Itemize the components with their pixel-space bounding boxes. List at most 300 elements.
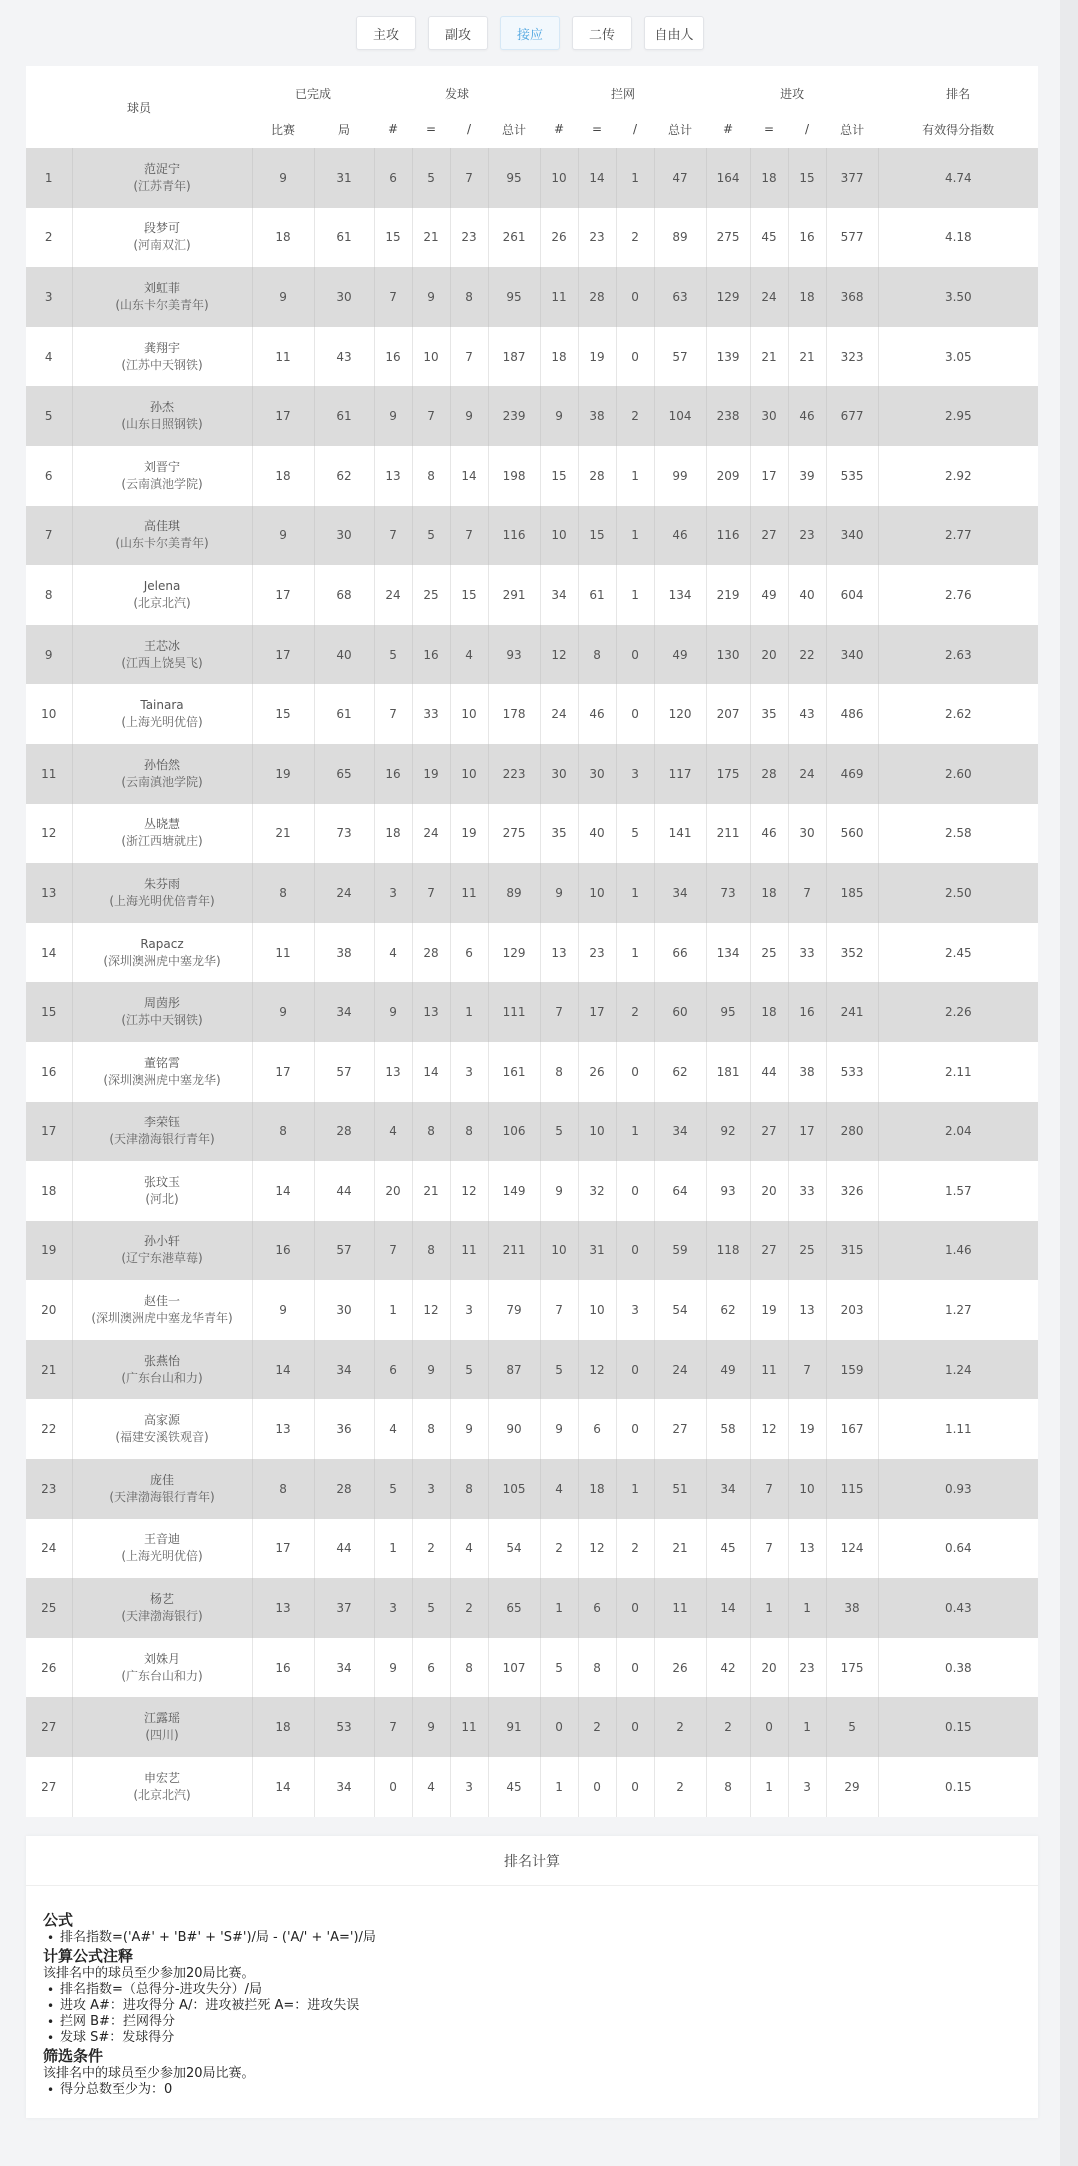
stat-cell-b1: 10 [540,1221,578,1281]
player-cell [72,1459,252,1519]
stat-cell-matches: 18 [252,1697,314,1757]
stat-cell-a2: 18 [750,982,788,1042]
stat-cell-index: 2.95 [878,386,1038,446]
stat-cell-b2: 61 [578,565,616,625]
stat-cell-sets: 28 [314,1102,374,1162]
stat-cell-a2: 20 [750,1638,788,1698]
stat-cell-a4: 203 [826,1280,878,1340]
stat-cell-a4: 535 [826,446,878,506]
rank-cell: 17 [26,1102,72,1162]
stat-cell-s1: 7 [374,684,412,744]
stat-cell-b4: 26 [654,1638,706,1698]
stat-cell-matches: 18 [252,446,314,506]
tab-1[interactable]: 副攻 [428,16,488,50]
stat-cell-index: 1.57 [878,1161,1038,1221]
stats-table [26,66,1038,1817]
stat-cell-b2: 12 [578,1340,616,1400]
stat-cell-a4: 185 [826,863,878,923]
stat-cell-matches: 17 [252,625,314,685]
stat-cell-matches: 9 [252,506,314,566]
stat-cell-b2: 23 [578,208,616,268]
stat-cell-b2: 46 [578,684,616,744]
stat-cell-s1: 1 [374,1280,412,1340]
formula-item: • 排名指数=('A#' + 'B#' + 'S#')/局 - ('A/' + 'A=')/局 [60,1930,1038,1946]
rank-cell: 8 [26,565,72,625]
stat-cell-b1: 5 [540,1340,578,1400]
stat-cell-a1: 207 [706,684,750,744]
tab-2[interactable]: 接应 [500,16,560,50]
player-name: 刘姝月 [144,1651,181,1666]
stat-cell-b4: 63 [654,267,706,327]
subheader-matches: 比赛 [252,110,314,148]
stat-cell-s1: 13 [374,1042,412,1102]
stat-cell-b1: 30 [540,744,578,804]
stat-cell-a3: 7 [788,863,826,923]
player-name: 孙杰 [150,400,175,415]
stat-cell-a4: 315 [826,1221,878,1281]
stat-cell-a2: 1 [750,1578,788,1638]
stat-cell-b1: 1 [540,1578,578,1638]
player-name: 张燕怡 [144,1353,181,1368]
stat-cell-index: 2.76 [878,565,1038,625]
stat-cell-sets: 43 [314,327,374,387]
table-row [26,386,1038,446]
stat-cell-s1: 24 [374,565,412,625]
stat-cell-a3: 15 [788,148,826,208]
filter-list [60,2082,1038,2098]
player-name: 张玟玉 [144,1174,181,1189]
stat-cell-b2: 17 [578,982,616,1042]
player-cell [72,1340,252,1400]
stat-cell-a4: 159 [826,1340,878,1400]
stat-cell-s2: 5 [412,506,450,566]
rank-cell: 22 [26,1399,72,1459]
stat-cell-s1: 4 [374,1399,412,1459]
stat-cell-b4: 66 [654,923,706,983]
stat-cell-b1: 10 [540,506,578,566]
table-row [26,1340,1038,1400]
stat-cell-b2: 2 [578,1697,616,1757]
stat-cell-b3: 1 [616,565,654,625]
stat-cell-a4: 167 [826,1399,878,1459]
rank-cell: 3 [26,267,72,327]
stat-cell-a3: 7 [788,1340,826,1400]
rank-cell: 2 [26,208,72,268]
stat-cell-s4: 95 [488,267,540,327]
player-name: 孙怡然 [144,757,181,772]
stat-cell-s2: 25 [412,565,450,625]
player-team: (天津渤海银行青年) [109,1132,215,1147]
stat-cell-a1: 95 [706,982,750,1042]
player-team: (辽宁东港草莓) [121,1251,203,1266]
stat-cell-a4: 29 [826,1757,878,1817]
header-completed: 已完成 [252,66,374,110]
stat-cell-s4: 79 [488,1280,540,1340]
stat-cell-b1: 18 [540,327,578,387]
stat-cell-matches: 14 [252,1340,314,1400]
stat-cell-sets: 34 [314,1638,374,1698]
player-name: Jelena [143,578,181,593]
stat-cell-matches: 17 [252,565,314,625]
stat-cell-a4: 533 [826,1042,878,1102]
rank-cell: 20 [26,1280,72,1340]
stat-cell-a1: 219 [706,565,750,625]
player-team: (北京北汽) [133,1787,191,1802]
stat-cell-b4: 59 [654,1221,706,1281]
header-rank: 排名 [878,66,1038,110]
stat-cell-sets: 30 [314,267,374,327]
table-row [26,1697,1038,1757]
stat-cell-b2: 40 [578,804,616,864]
stat-cell-b3: 0 [616,1221,654,1281]
player-cell [72,1638,252,1698]
subheader-block-total: 总计 [654,110,706,148]
stat-cell-s3: 11 [450,1221,488,1281]
stat-cell-b3: 0 [616,1161,654,1221]
table-row [26,863,1038,923]
stat-cell-s4: 106 [488,1102,540,1162]
table-row [26,148,1038,208]
stat-cell-b3: 0 [616,1340,654,1400]
stat-cell-sets: 34 [314,1757,374,1817]
stat-cell-b3: 1 [616,1459,654,1519]
player-team: (福建安溪铁观音) [115,1430,209,1445]
stat-cell-index: 2.26 [878,982,1038,1042]
stat-cell-s2: 3 [412,1459,450,1519]
stat-cell-a4: 677 [826,386,878,446]
stat-cell-s4: 107 [488,1638,540,1698]
notes-list [60,1982,1038,2046]
stat-cell-a1: 130 [706,625,750,685]
stat-cell-s2: 2 [412,1519,450,1579]
player-name: 高佳琪 [144,519,181,534]
player-name: 朱芬雨 [144,876,181,891]
player-cell [72,1280,252,1340]
tab-3[interactable]: 二传 [572,16,632,50]
rank-cell: 26 [26,1638,72,1698]
stat-cell-b2: 10 [578,863,616,923]
stat-cell-s3: 12 [450,1161,488,1221]
table-row [26,1280,1038,1340]
stat-cell-s2: 8 [412,1221,450,1281]
stat-cell-a1: 92 [706,1102,750,1162]
stat-cell-b1: 15 [540,446,578,506]
stat-cell-s2: 13 [412,982,450,1042]
stat-cell-s3: 7 [450,327,488,387]
stat-cell-b3: 0 [616,1042,654,1102]
player-cell [72,1042,252,1102]
stat-cell-sets: 34 [314,1340,374,1400]
stat-cell-s2: 24 [412,804,450,864]
stat-cell-a1: 209 [706,446,750,506]
table-row [26,744,1038,804]
stat-cell-b2: 30 [578,744,616,804]
tab-0[interactable]: 主攻 [356,16,416,50]
stat-cell-s2: 7 [412,386,450,446]
stat-cell-a4: 340 [826,625,878,685]
stat-cell-s4: 116 [488,506,540,566]
stat-cell-a2: 18 [750,148,788,208]
stat-cell-b2: 19 [578,327,616,387]
subheader-serve-error: = [412,110,450,148]
stat-cell-a4: 326 [826,1161,878,1221]
stat-cell-s4: 105 [488,1459,540,1519]
stat-cell-matches: 9 [252,982,314,1042]
stat-cell-b1: 9 [540,386,578,446]
stat-cell-b3: 1 [616,863,654,923]
player-team: (北京北汽) [133,595,191,610]
stat-cell-s2: 9 [412,1697,450,1757]
stat-cell-a3: 30 [788,804,826,864]
stat-cell-s4: 45 [488,1757,540,1817]
stat-cell-b2: 14 [578,148,616,208]
stat-cell-s1: 7 [374,1697,412,1757]
stat-cell-index: 2.04 [878,1102,1038,1162]
rank-cell: 11 [26,744,72,804]
stat-cell-s1: 9 [374,1638,412,1698]
stat-cell-b2: 28 [578,446,616,506]
notes-heading: 计算公式注释 [43,1947,134,1965]
stat-cell-b3: 0 [616,625,654,685]
player-name: 李荣钰 [144,1115,181,1130]
stat-cell-s2: 21 [412,208,450,268]
stat-cell-b4: 62 [654,1042,706,1102]
stat-cell-s1: 9 [374,386,412,446]
stat-cell-a1: 275 [706,208,750,268]
stat-cell-index: 0.64 [878,1519,1038,1579]
stat-cell-b1: 1 [540,1757,578,1817]
stat-cell-b3: 3 [616,744,654,804]
stat-cell-s3: 8 [450,1102,488,1162]
stat-cell-sets: 34 [314,982,374,1042]
stat-cell-a3: 10 [788,1459,826,1519]
stat-cell-matches: 8 [252,1102,314,1162]
rank-cell: 18 [26,1161,72,1221]
stat-cell-a4: 5 [826,1697,878,1757]
stat-cell-s3: 7 [450,506,488,566]
stat-cell-b2: 15 [578,506,616,566]
stat-cell-a1: 58 [706,1399,750,1459]
stat-cell-index: 3.05 [878,327,1038,387]
player-cell [72,1102,252,1162]
stat-cell-a1: 73 [706,863,750,923]
stat-cell-b1: 9 [540,1399,578,1459]
stat-cell-b1: 4 [540,1459,578,1519]
player-team: (江西上饶昊飞) [121,655,203,670]
stat-cell-b3: 2 [616,386,654,446]
stat-cell-sets: 53 [314,1697,374,1757]
player-team: (河南双汇) [133,238,191,253]
stat-cell-a4: 604 [826,565,878,625]
stat-cell-b1: 7 [540,982,578,1042]
stat-cell-b1: 2 [540,1519,578,1579]
rank-cell: 7 [26,506,72,566]
player-cell [72,148,252,208]
subheader-block-error: = [578,110,616,148]
player-cell [72,744,252,804]
stat-cell-s2: 8 [412,1102,450,1162]
stat-cell-index: 1.24 [878,1340,1038,1400]
rank-cell: 13 [26,863,72,923]
stat-cell-s3: 10 [450,744,488,804]
subheader-block-slash: / [616,110,654,148]
stat-cell-index: 2.11 [878,1042,1038,1102]
stat-cell-a4: 38 [826,1578,878,1638]
stat-cell-s4: 161 [488,1042,540,1102]
stat-cell-a2: 24 [750,267,788,327]
stat-cell-a3: 43 [788,684,826,744]
stat-cell-b3: 1 [616,506,654,566]
stat-cell-a4: 241 [826,982,878,1042]
stat-cell-sets: 57 [314,1221,374,1281]
player-name: 范浞宁 [144,161,181,176]
stat-cell-sets: 61 [314,386,374,446]
stat-cell-sets: 44 [314,1161,374,1221]
stat-cell-a4: 368 [826,267,878,327]
stat-cell-b4: 51 [654,1459,706,1519]
stat-cell-sets: 30 [314,1280,374,1340]
stat-cell-index: 2.63 [878,625,1038,685]
stat-cell-b2: 8 [578,1638,616,1698]
player-name: 龚翔宇 [144,340,181,355]
stat-cell-b3: 5 [616,804,654,864]
stat-cell-s3: 7 [450,148,488,208]
subheader-attack-kill: # [706,110,750,148]
player-cell [72,208,252,268]
stat-cell-matches: 19 [252,744,314,804]
stat-cell-s1: 4 [374,923,412,983]
header-player: 球员 [26,66,252,148]
stat-cell-s3: 9 [450,1399,488,1459]
stat-cell-a4: 377 [826,148,878,208]
stat-cell-a2: 1 [750,1757,788,1817]
stat-cell-b3: 2 [616,1519,654,1579]
stat-cell-a1: 238 [706,386,750,446]
stat-cell-matches: 14 [252,1757,314,1817]
table-row [26,1638,1038,1698]
stat-cell-b3: 1 [616,923,654,983]
formula-list [60,1930,1038,1946]
stat-cell-matches: 9 [252,1280,314,1340]
rank-cell: 5 [26,386,72,446]
stat-cell-s1: 6 [374,148,412,208]
stat-cell-s4: 275 [488,804,540,864]
stat-cell-s4: 129 [488,923,540,983]
stat-cell-s3: 4 [450,1519,488,1579]
player-team: (深圳澳洲虎中塞龙华) [103,1072,221,1087]
stat-cell-a1: 164 [706,148,750,208]
stat-cell-a3: 1 [788,1578,826,1638]
filter-item: • 得分总数至少为：0 [60,2082,1038,2098]
player-team: (四川) [145,1728,179,1743]
stat-cell-s2: 9 [412,267,450,327]
stat-cell-s1: 1 [374,1519,412,1579]
player-cell [72,386,252,446]
rank-cell: 15 [26,982,72,1042]
player-name: 江露瑶 [144,1711,181,1726]
stat-cell-s4: 187 [488,327,540,387]
table-row [26,208,1038,268]
stat-cell-b3: 0 [616,1399,654,1459]
stat-cell-b2: 10 [578,1280,616,1340]
player-team: (上海光明优倍青年) [109,893,215,908]
stat-cell-index: 4.74 [878,148,1038,208]
stat-cell-a1: 8 [706,1757,750,1817]
player-team: (深圳澳洲虎中塞龙华青年) [91,1311,233,1326]
player-cell [72,982,252,1042]
stat-cell-a1: 211 [706,804,750,864]
stat-cell-s3: 3 [450,1757,488,1817]
stat-cell-a1: 129 [706,267,750,327]
stat-cell-b4: 34 [654,1102,706,1162]
tab-4[interactable]: 自由人 [644,16,704,50]
stat-cell-b4: 120 [654,684,706,744]
stat-cell-a1: 175 [706,744,750,804]
stat-cell-b2: 8 [578,625,616,685]
stat-cell-matches: 14 [252,1161,314,1221]
filter-intro: 该排名中的球员至少参加20局比赛。 [43,2066,255,2081]
table-row [26,1221,1038,1281]
stat-cell-s3: 11 [450,1697,488,1757]
player-name: 赵佳一 [144,1294,181,1309]
stat-cell-s4: 178 [488,684,540,744]
page-scrollbar-rail [1060,0,1078,2166]
player-team: (云南滇池学院) [121,774,203,789]
stat-cell-a3: 23 [788,1638,826,1698]
stat-cell-s3: 11 [450,863,488,923]
player-cell [72,506,252,566]
stat-cell-matches: 21 [252,804,314,864]
stat-cell-s1: 7 [374,267,412,327]
stat-cell-a1: 45 [706,1519,750,1579]
stat-cell-index: 0.15 [878,1697,1038,1757]
rank-cell: 24 [26,1519,72,1579]
stat-cell-a2: 19 [750,1280,788,1340]
stat-cell-a2: 46 [750,804,788,864]
stat-cell-s4: 91 [488,1697,540,1757]
stat-cell-b2: 18 [578,1459,616,1519]
stat-cell-s4: 87 [488,1340,540,1400]
stat-cell-a3: 13 [788,1280,826,1340]
stat-cell-b2: 6 [578,1578,616,1638]
stat-cell-matches: 18 [252,208,314,268]
stat-cell-a3: 38 [788,1042,826,1102]
stat-cell-b3: 1 [616,148,654,208]
rank-cell: 4 [26,327,72,387]
stat-cell-b3: 0 [616,1638,654,1698]
stat-cell-matches: 13 [252,1399,314,1459]
stat-cell-b4: 27 [654,1399,706,1459]
stat-cell-a2: 21 [750,327,788,387]
player-cell [72,684,252,744]
table-row [26,625,1038,685]
stat-cell-a3: 22 [788,625,826,685]
stat-cell-a2: 20 [750,625,788,685]
stat-cell-s4: 291 [488,565,540,625]
stat-cell-s1: 5 [374,625,412,685]
stat-cell-sets: 65 [314,744,374,804]
stat-cell-a1: 14 [706,1578,750,1638]
player-name: 董铭霄 [144,1055,181,1070]
header-attack: 进攻 [706,66,878,110]
player-cell [72,1519,252,1579]
player-team: (江苏中天钢铁) [121,357,203,372]
stat-cell-a1: 139 [706,327,750,387]
table-row [26,1519,1038,1579]
stat-cell-b4: 64 [654,1161,706,1221]
stat-cell-s4: 95 [488,148,540,208]
stat-cell-s1: 16 [374,327,412,387]
